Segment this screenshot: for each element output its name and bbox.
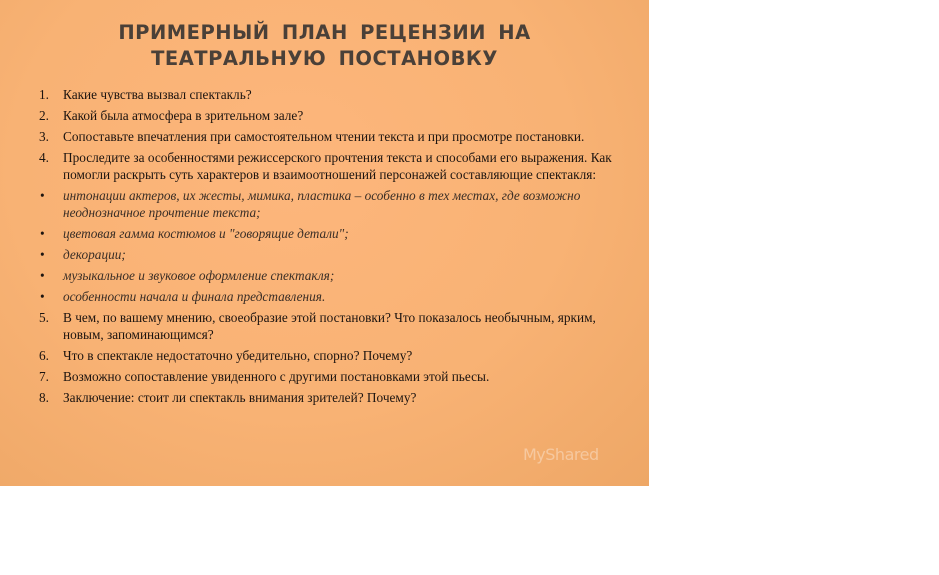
item-marker: 3. — [39, 129, 49, 144]
item-text: интонации актеров, их жесты, мимика, пластика – особенно в тех местах, где возможно неоднозначное прочтение текста; — [63, 188, 581, 220]
item-text: Сопоставьте впечатления при самостоятельном чтении текста и при просмотре постановки. — [63, 129, 585, 144]
item-text: Заключение: стоит ли спектакль внимания зрителей? Почему? — [63, 390, 417, 405]
list-item-bullet — [37, 225, 612, 242]
list-item — [37, 86, 612, 103]
item-marker: 4. — [39, 150, 49, 165]
item-text: особенности начала и финала представления. — [63, 289, 326, 304]
item-marker: 6. — [39, 348, 49, 363]
item-text: Какой была атмосфера в зрительном зале? — [63, 108, 304, 123]
bullet-marker: • — [40, 188, 45, 203]
list-item — [37, 347, 612, 364]
item-marker: 8. — [39, 390, 49, 405]
list-item-bullet — [37, 267, 612, 284]
item-text: Что в спектакле недостаточно убедительно, спорно? Почему? — [63, 348, 413, 363]
item-marker: 1. — [39, 87, 49, 102]
title-line-2: ТЕАТРАЛЬНУЮ ПОСТАНОВКУ — [151, 47, 498, 70]
item-marker: 2. — [39, 108, 49, 123]
review-plan-list — [37, 86, 612, 410]
item-marker: 5. — [39, 310, 49, 325]
bullet-marker: • — [40, 226, 45, 241]
item-text: Возможно сопоставление увиденного с другими постановками этой пьесы. — [63, 369, 490, 384]
list-item — [37, 368, 612, 385]
item-text: Какие чувства вызвал спектакль? — [63, 87, 252, 102]
list-item — [37, 309, 612, 343]
item-text: Проследите за особенностями режиссерского прочтения текста и способами его выражения. Как помогли раскрыть суть характеров и взаимоотношений персонажей составляющие спектакля: — [63, 150, 612, 182]
list-item — [37, 107, 612, 124]
list-item — [37, 128, 612, 145]
list-item-bullet — [37, 288, 612, 305]
bullet-marker: • — [40, 289, 45, 304]
list-item-bullet — [37, 246, 612, 263]
list-item-bullet — [37, 187, 612, 221]
bullet-marker: • — [40, 268, 45, 283]
watermark-logo: MyShared — [523, 445, 599, 464]
title-line-1: ПРИМЕРНЫЙ ПЛАН РЕЦЕНЗИИ НА — [118, 21, 531, 44]
item-marker: 7. — [39, 369, 49, 384]
slide-title — [0, 20, 649, 72]
list-item — [37, 389, 612, 406]
item-text: В чем, по вашему мнению, своеобразие этой постановки? Что показалось необычным, ярким, новым, запоминающимся? — [63, 310, 596, 342]
list-item — [37, 149, 612, 183]
item-text: цветовая гамма костюмов и "говорящие детали"; — [63, 226, 349, 241]
bullet-marker: • — [40, 247, 45, 262]
item-text: декорации; — [63, 247, 126, 262]
item-text: музыкальное и звуковое оформление спектакля; — [63, 268, 335, 283]
